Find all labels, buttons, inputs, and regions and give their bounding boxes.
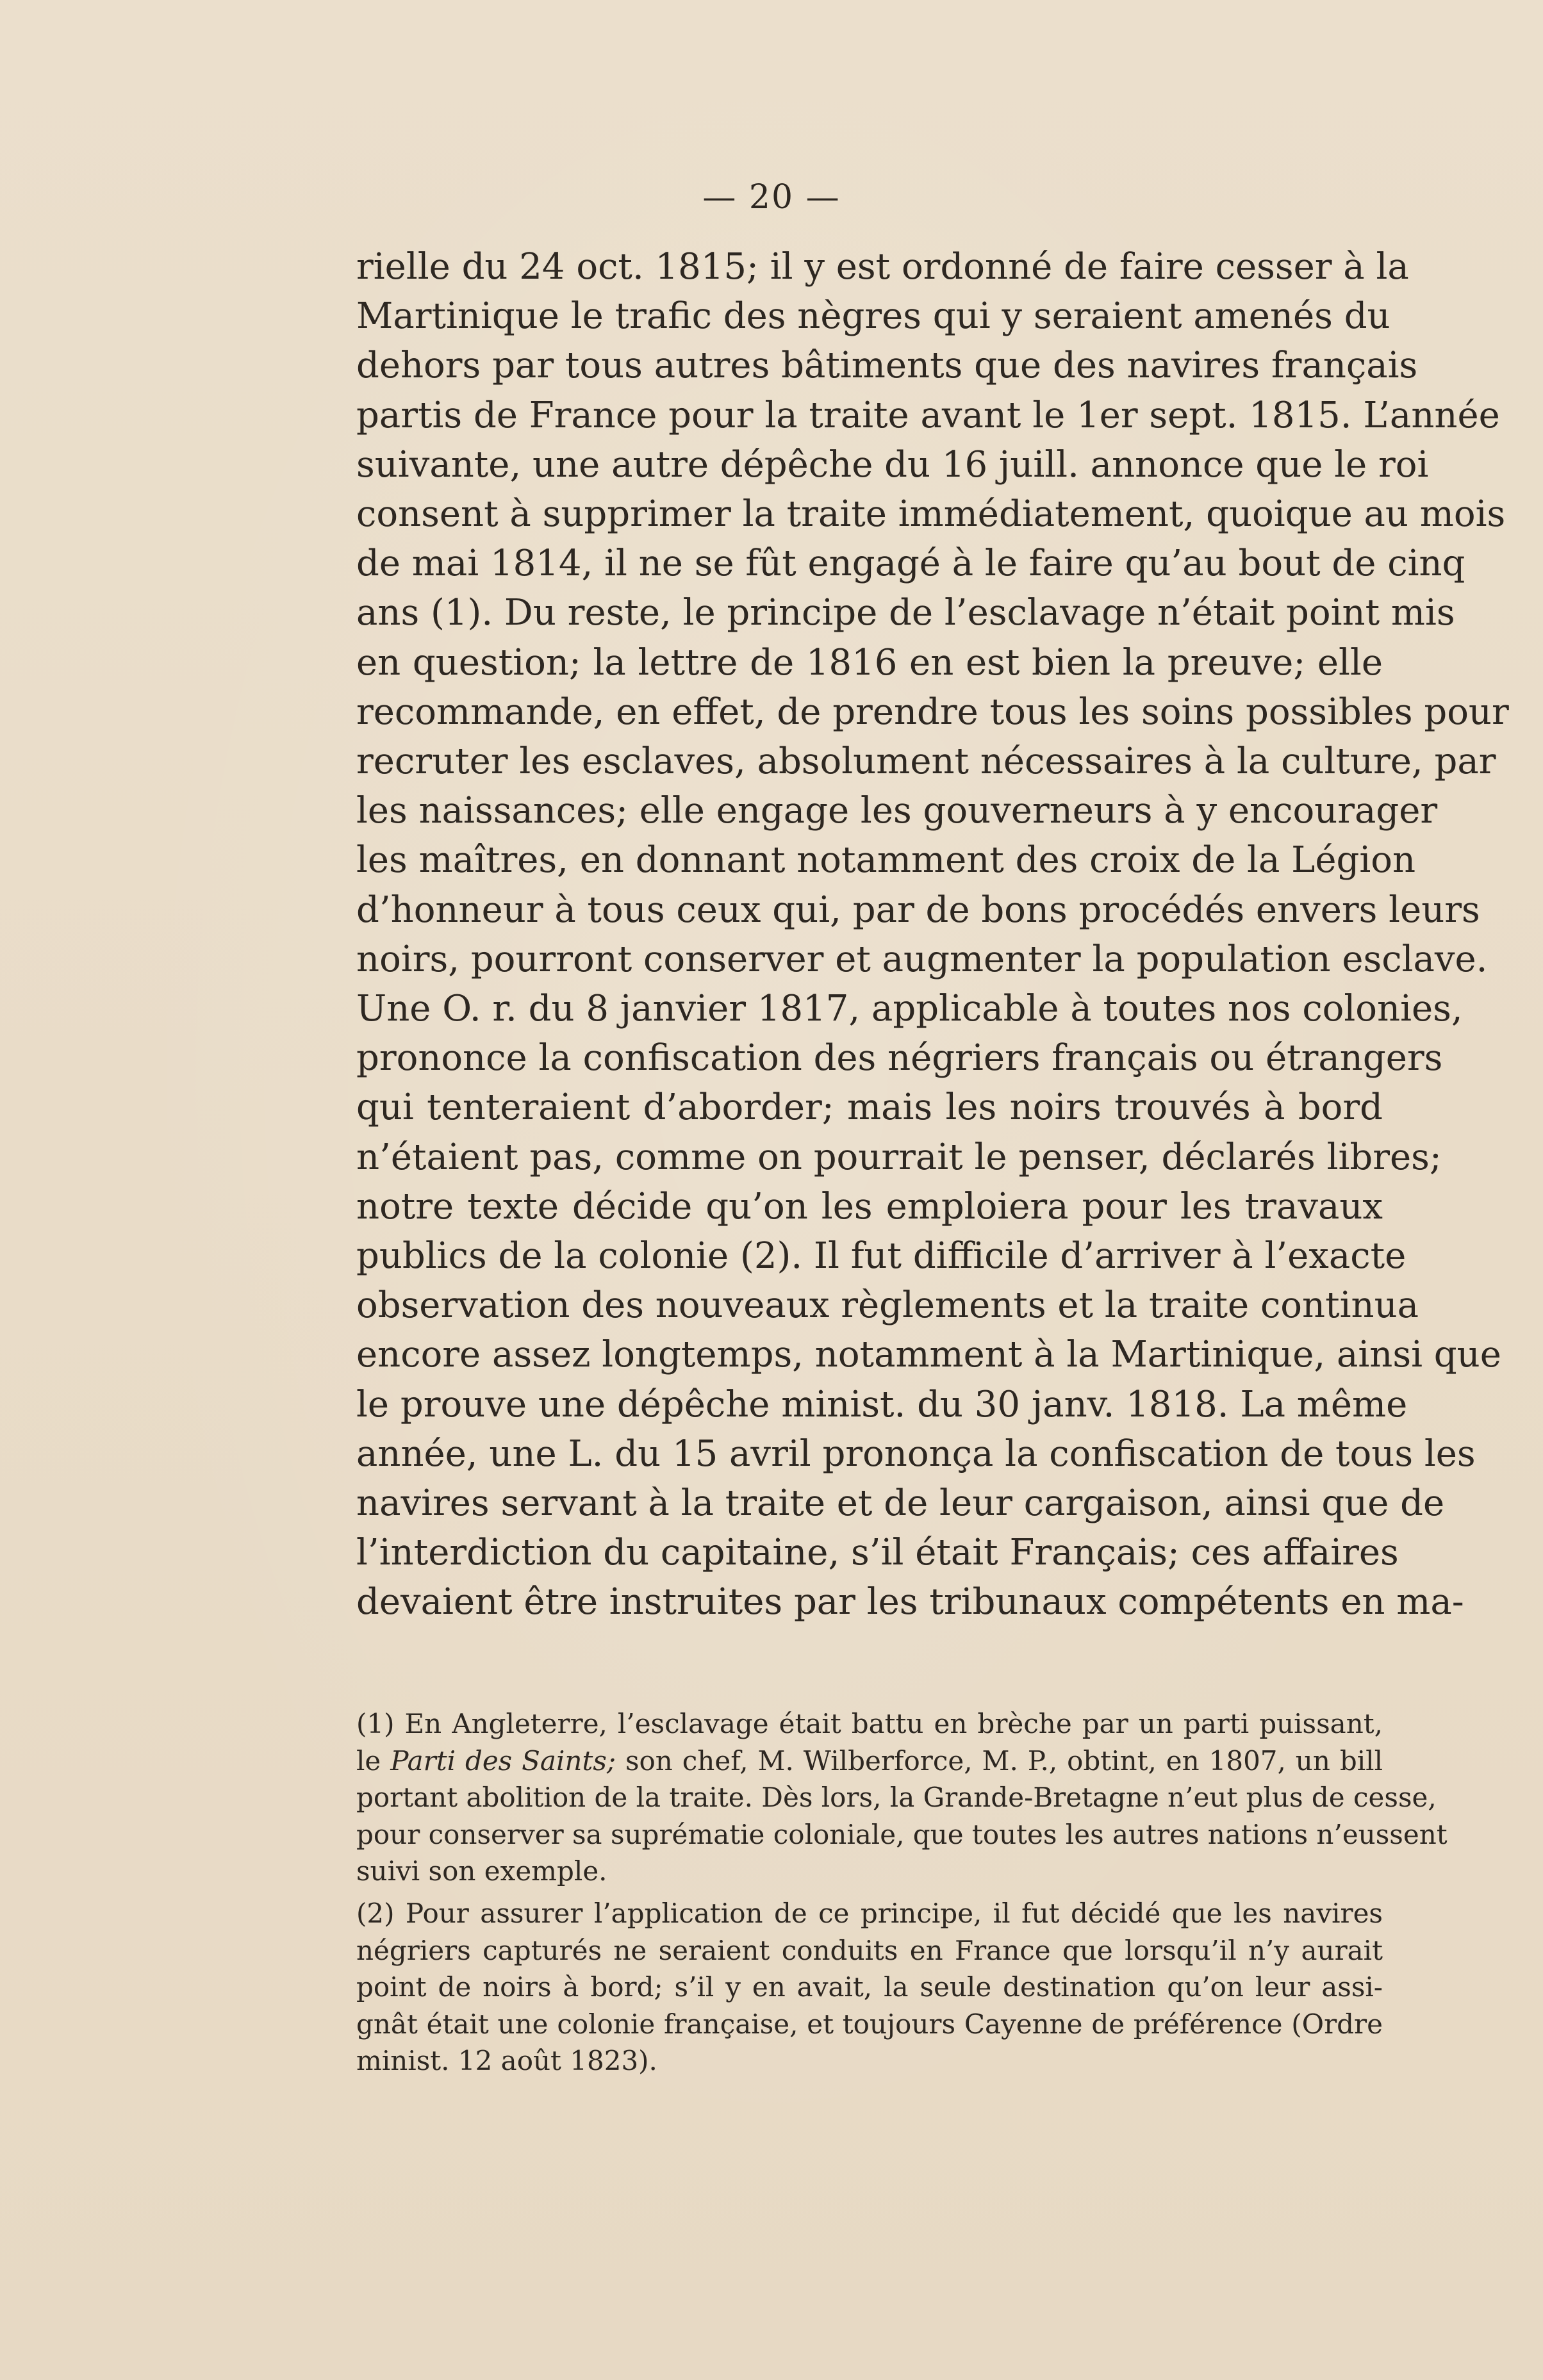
text-line: qui tenteraient d’aborder; mais les noirs trouvés à bord <box>356 1087 1383 1129</box>
footnote-line: (1) En Angleterre, l’esclavage était battu en brèche par un parti puissant, <box>356 1708 1383 1739</box>
text-line: recommande, en effet, de prendre tous les soins possibles pour <box>356 691 1509 733</box>
text-line: observation des nouveaux règlements et la traite continua <box>356 1284 1419 1327</box>
text-line: noirs, pourront conserver et augmenter la population esclave. <box>356 938 1488 980</box>
footnote-line: point de noirs à bord; s’il y en avait, la seule destination qu’on leur assi- <box>356 1971 1383 2003</box>
footnote-line: négriers capturés ne seraient conduits en France que lorsqu’il n’y aurait <box>356 1934 1383 1966</box>
text-line: Martinique le trafic des nègres qui y seraient amenés du <box>356 295 1390 338</box>
footnote-1 <box>356 1705 1448 1890</box>
text-line: dehors par tous autres bâtiments que des navires français <box>356 345 1418 387</box>
text-line: Une O. r. du 8 janvier 1817, applicable à toutes nos colonies, <box>356 988 1463 1030</box>
footnote-line: gnât était une colonie française, et toujours Cayenne de préférence (Ordre <box>356 2008 1383 2040</box>
text-line: les maîtres, en donnant notamment des croix de la Légion <box>356 839 1416 882</box>
text-line: prononce la confiscation des négriers français ou étrangers <box>356 1037 1443 1079</box>
text-line: navires servant à la traite et de leur cargaison, ainsi que de <box>356 1482 1445 1525</box>
text-line: rielle du 24 oct. 1815; il y est ordonné de faire cesser à la <box>356 246 1409 288</box>
footnote-text: le <box>356 1744 391 1777</box>
text-line: partis de France pour la traite avant le 1er sept. 1815. L’année <box>356 394 1500 436</box>
footnote-2 <box>356 1895 1383 2080</box>
footnote-line: minist. 12 août 1823). <box>356 2045 657 2077</box>
footnote-line: (2) Pour assurer l’application de ce principe, il fut décidé que les navires <box>356 1897 1383 1929</box>
text-line: suivante, une autre dépêche du 16 juill. annonce que le roi <box>356 443 1429 486</box>
footnote-text: son chef, M. Wilberforce, M. P., obtint, en 1807, un bill <box>616 1744 1383 1777</box>
footnote-line: suivi son exemple. <box>356 1855 607 1887</box>
text-line: les naissances; elle engage les gouverneurs à y encourager <box>356 790 1438 832</box>
text-line: ans (1). Du reste, le principe de l’esclavage n’était point mis <box>356 592 1455 634</box>
text-line: l’interdiction du capitaine, s’il était Français; ces affaires <box>356 1532 1399 1574</box>
text-line: année, une L. du 15 avril prononça la confiscation de tous les <box>356 1432 1476 1475</box>
text-line: recruter les esclaves, absolument nécessaires à la culture, par <box>356 741 1496 783</box>
text-line: devaient être instruites par les tribunaux compétents en ma- <box>356 1581 1464 1623</box>
footnote-line <box>356 1743 1383 1780</box>
footnote-italic-text: Parti des Saints; <box>390 1744 616 1777</box>
text-line: encore assez longtemps, notamment à la Martinique, ainsi que <box>356 1334 1501 1376</box>
text-line: n’étaient pas, comme on pourrait le penser, déclarés libres; <box>356 1136 1442 1178</box>
footnote-line: pour conserver sa suprématie coloniale, que toutes les autres nations n’eussent <box>356 1818 1448 1850</box>
footnotes <box>356 1705 1448 2080</box>
text-line: d’honneur à tous ceux qui, par de bons procédés envers leurs <box>356 889 1480 931</box>
text-line: notre texte décide qu’on les emploiera pour les travaux <box>356 1185 1383 1227</box>
text-line: publics de la colonie (2). Il fut difficile d’arriver à l’exacte <box>356 1235 1407 1277</box>
footnote-spacer <box>356 1890 1383 1895</box>
text-line: de mai 1814, il ne se fût engagé à le faire qu’au bout de cinq <box>356 543 1465 585</box>
page-number: — 20 — <box>702 178 841 217</box>
main-text <box>356 242 1509 1627</box>
footnote-line: portant abolition de la traite. Dès lors, la Grande-Bretagne n’eut plus de cesse, <box>356 1782 1437 1814</box>
text-line: le prouve une dépêche minist. du 30 janv. 1818. La même <box>356 1383 1408 1425</box>
text-line: en question; la lettre de 1816 en est bien la preuve; elle <box>356 641 1383 684</box>
text-line: consent à supprimer la traite immédiatement, quoique au mois <box>356 493 1506 536</box>
